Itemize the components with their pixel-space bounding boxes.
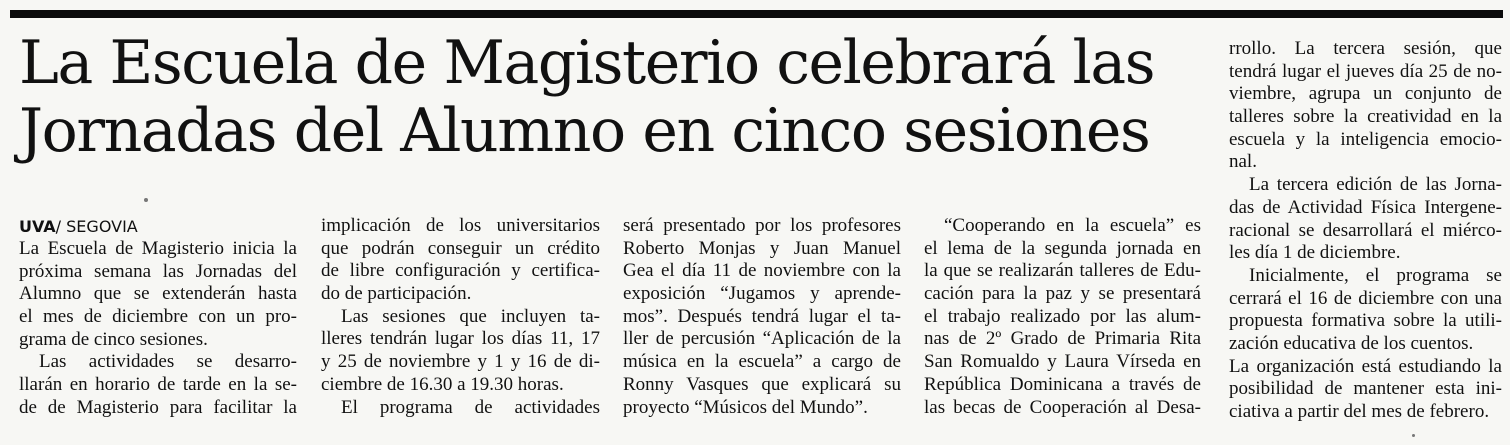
column-line: la que se realizarán talleres de Edu-	[924, 260, 1201, 282]
column-line: cerrará el 16 de diciembre con una	[1229, 287, 1502, 309]
column-line: nal.	[1229, 151, 1257, 173]
column-line: ciembre de 16.30 a 19.30 horas.	[321, 373, 564, 395]
column-line: que podrán conseguir un crédito	[321, 237, 600, 259]
column-line: das de Actividad Física Intergene-	[1229, 196, 1502, 218]
column-line: implicación de los universitarios	[321, 215, 600, 236]
headline	[19, 29, 1209, 165]
column-line: el trabajo realizado por las alum-	[924, 305, 1201, 327]
byline-separator: /	[55, 217, 62, 236]
column-line: Gea el día 11 de noviembre con la	[623, 260, 901, 282]
column-line: próxima semana las Jornadas del	[19, 260, 297, 282]
column-line: talleres sobre la creatividad en la	[1229, 106, 1502, 128]
column-line: mos”. Después tendrá lugar el ta-	[623, 305, 901, 327]
column-line: llarán en horario de tarde en la se-	[19, 374, 297, 396]
column-line: República Dominicana a través de	[924, 373, 1201, 395]
column-line: música en la escuela” a cargo de	[623, 351, 901, 373]
column-line: lleres tendrán lugar los días 11, 17	[321, 328, 600, 350]
headline-line-2: Jornadas del Alumno en cinco sesiones	[19, 96, 1150, 166]
column-line: zación educativa de los cuentos.	[1229, 332, 1474, 354]
column-line: ciativa a partir del mes de febrero.	[1229, 401, 1490, 422]
article-column-2	[321, 215, 600, 419]
column-line: propuesta formativa sobre la utili-	[1229, 310, 1502, 332]
column-line: viembre, agrupa un conjunto de	[1229, 83, 1502, 105]
column-line: racional se desarrollará el miérco-	[1229, 219, 1502, 241]
column-line: Alumno que se extenderán hasta	[19, 283, 297, 305]
column-line: de de Magisterio para facilitar la	[19, 396, 297, 418]
column-line: La Escuela de Magisterio inicia la	[19, 238, 297, 259]
article-column-3	[623, 215, 901, 419]
column-line: proyecto “Músicos del Mundo”.	[623, 396, 868, 418]
column-line: rrollo. La tercera sesión, que	[1229, 38, 1502, 59]
column-line: exposición “Jugamos y aprende-	[623, 283, 901, 305]
column-line: el lema de la segunda jornada en	[924, 237, 1201, 259]
article-column-1	[19, 238, 297, 420]
column-line: Roberto Monjas y Juan Manuel	[623, 237, 901, 259]
column-line: y 25 de noviembre y 1 y 16 de di-	[321, 351, 600, 373]
column-line: Las actividades se desarro-	[39, 351, 297, 373]
column-line: La tercera edición de las Jorna-	[1249, 174, 1502, 196]
article-column-5	[1229, 38, 1502, 424]
column-line: La organización está estudiando la	[1229, 355, 1502, 377]
column-line: el mes de diciembre con un pro-	[19, 306, 297, 328]
column-line: Las sesiones que incluyen ta-	[341, 305, 600, 327]
column-line: las becas de Cooperación al Desa-	[924, 396, 1201, 418]
column-line: ller de percusión “Aplicación de la	[623, 328, 901, 350]
top-rule	[10, 10, 1503, 18]
column-line: “Cooperando en la escuela” es	[944, 215, 1201, 236]
column-line: do de participación.	[321, 283, 472, 305]
byline	[19, 217, 138, 237]
column-line: les día 1 de diciembre.	[1229, 242, 1401, 264]
column-line: cación para la paz y se presentará	[924, 283, 1201, 305]
column-line: escuela y la inteligencia emocio-	[1229, 128, 1502, 150]
print-speck	[1412, 434, 1415, 437]
print-speck	[144, 198, 148, 202]
column-line: tendrá lugar el jueves día 25 de no-	[1229, 60, 1502, 82]
column-line: grama de cinco sesiones.	[19, 328, 208, 350]
byline-agency: UVA	[19, 217, 56, 236]
column-line: será presentado por los profesores	[623, 215, 901, 236]
column-line: Ronny Vasques que explicará su	[623, 373, 901, 395]
byline-place: SEGOVIA	[61, 217, 138, 236]
article-column-4	[924, 215, 1201, 419]
column-line: Inicialmente, el programa se	[1249, 264, 1502, 286]
column-line: de libre configuración y certifica-	[321, 260, 600, 282]
headline-line-1: La Escuela de Magisterio celebrará las	[19, 28, 1155, 98]
column-line: nas de 2º Grado de Primaria Rita	[924, 328, 1201, 350]
column-line: El programa de actividades	[341, 396, 600, 418]
column-line: San Romualdo y Laura Vírseda en	[924, 351, 1201, 373]
column-line: posibilidad de mantener esta ini-	[1229, 378, 1502, 400]
